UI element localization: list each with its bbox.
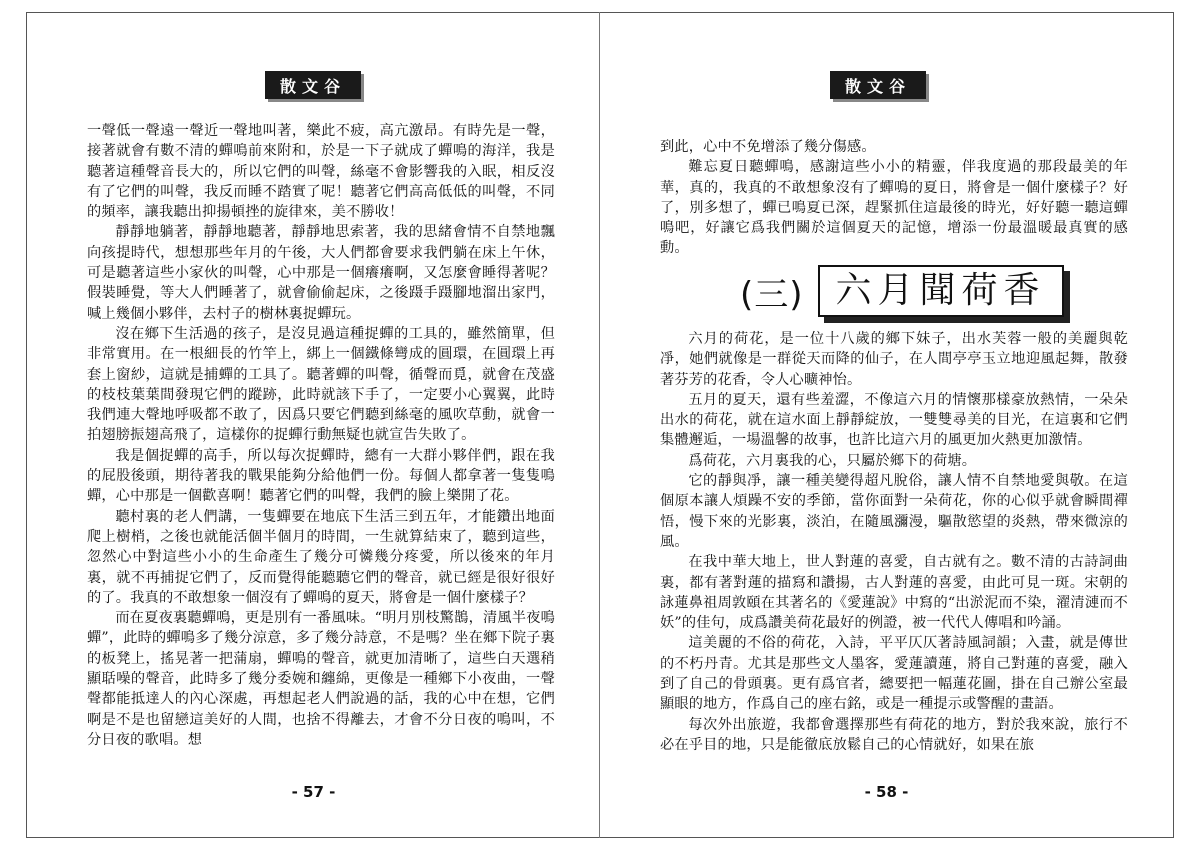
right-page-number: - 58 - <box>864 783 909 801</box>
paragraph: 它的靜與凈，讓一種美變得超凡脫俗，讓人情不自禁地愛與敬。在這個原本讓人煩躁不安的季節，當你面對一朵荷花，你的心似乎就會瞬間禪悟，慢下來的光影裏，淡泊，在隨風瀰漫，驅散慾望的炎熱，帶來微涼的風。 <box>660 473 1128 550</box>
paragraph: 每次外出旅遊，我都會選擇那些有荷花的地方，對於我來說，旅行不必在乎目的地，只是能徹底放鬆自己的心情就好，如果在旅 <box>660 716 1128 753</box>
paragraph: 靜靜地躺著，靜靜地聽著，靜靜地思索著，我的思緒會情不自禁地飄向孩提時代，想想那些年月的午後，大人們都會要求我們躺在床上午休，可是聽著這些小家伙的叫聲，心中那是一個癢癢啊，又怎麼會睡得著呢？假裝睡覺，等大人們睡著了，就會偷偷起床，之後蹑手蹑腳地溜出家門，喊上幾個小夥伴，去村子的樹林裏捉蟬玩。 <box>87 224 555 322</box>
paragraph: 聽村裏的老人們講，一隻蟬要在地底下生活三到五年，才能鑽出地面爬上樹梢，之後也就能活個半個月的時間，一生就算結束了，聽到這些，忽然心中對這些小小的生命產生了幾分可憐幾分疼愛，所以後來的年月裏，就不再捕捉它們了，反而覺得能聽聽它們的聲音，就已經是很好很好的了。我真的不敢想象一個沒有了蟬鳴的夏天，將會是一個什麼樣子？ <box>87 508 555 606</box>
chapter-heading <box>740 265 1064 317</box>
left-page <box>26 12 600 838</box>
paragraph: 我是個捉蟬的高手，所以每次捉蟬時，總有一大群小夥伴們，跟在我的屁股後頭，期待著我的戰果能夠分給他們一份。每個人都拿著一隻隻鳴蟬，心中那是一個歡喜啊！聽著它們的叫聲，我們的臉上樂開了花。 <box>87 447 555 505</box>
paragraph: 難忘夏日聽蟬鳴，感謝這些小小的精靈，伴我度過的那段最美的年華，真的，我真的不敢想象沒有了蟬鳴的夏日，將會是一個什麼樣子？好了，別多想了，蟬已鳴夏已深，趕緊抓住這最後的時光，好好聽一聽這蟬鳴吧，好讓它爲我們關於這個夏天的記憶，增添一份最溫暖最真實的感動。 <box>660 159 1128 257</box>
left-page-number: - 57 - <box>291 783 336 801</box>
paragraph: 在我中華大地上，世人對蓮的喜愛，自古就有之。數不清的古詩詞曲裏，都有著對蓮的描寫和讚揚，古人對蓮的喜愛，由此可見一斑。宋朝的詠蓮鼻祖周敦頤在其著名的《愛蓮說》中寫的“出淤泥而不染，濯清漣而不妖”的佳句，成爲讚美荷花最好的例證，被一代代人傳唱和吟誦。 <box>660 554 1128 632</box>
paragraph: 六月的荷花，是一位十八歲的鄉下妹子，出水芙蓉一般的美麗與乾凈，她們就像是一群從天而降的仙子，在人間亭亭玉立地迎風起舞，散發著芬芳的花香，令人心曠神怡。 <box>660 331 1128 388</box>
right-page-top-text <box>660 137 1128 259</box>
paragraph: 到此，心中不免增添了幾分傷感。 <box>660 139 876 155</box>
chapter-number: (三) <box>740 274 804 315</box>
right-page <box>600 12 1174 838</box>
paragraph: 一聲低一聲遠一聲近一聲地叫著，樂此不疲，高亢激昂。有時先是一聲，接著就會有數不清的蟬鳴前來附和，於是一下子就成了蟬鳴的海洋，我是聽著這種聲音長大的，所以它們的叫聲，絲毫不會影響我的入眠，相反沒有了它們的叫聲，我反而睡不踏實了呢！聽著它們高高低低的叫聲，不同的頻率，讓我聽出抑揚頓挫的旋律來，美不勝收！ <box>87 123 555 221</box>
paragraph: 爲荷花，六月裏我的心，只屬於鄉下的荷塘。 <box>688 452 977 469</box>
paragraph: 五月的夏天，還有些羞澀，不像這六月的情懷那樣豪放熱情，一朵朵出水的荷花，就在這水面上靜靜綻放，一雙雙尋美的目光，在這裏和它們集體邂逅，一場溫馨的故事，也許比這六月的風更加火熱更加激情。 <box>660 391 1128 449</box>
left-page-header: 散文谷 <box>265 71 361 99</box>
right-page-header: 散文谷 <box>830 71 926 99</box>
paragraph: 這美麗的不俗的荷花，入詩，平平仄仄著詩風詞韻；入畫，就是傳世的不朽丹青。尤其是那些文人墨客，愛蓮讀蓮，將自己對蓮的喜愛，融入到了自己的骨頭裏。更有爲官者，總要把一幅蓮花圖，掛在自己辦公室最顯眼的地方，作爲自己的座右銘，或是一種提示或警醒的畫語。 <box>660 635 1128 713</box>
left-page-text <box>87 121 555 750</box>
paragraph: 沒在鄉下生活過的孩子，是沒見過這種捉蟬的工具的，雖然簡單，但非常實用。在一根細長的竹竿上，綁上一個鐵條彎成的圓環，在圓環上再套上窗紗，這就是捕蟬的工具了。聽著蟬的叫聲，循聲而覓，就會在茂盛的枝枝葉葉間發現它們的蹤跡，此時就該下手了，一定要小心翼翼，此時我們連大聲地呼吸都不敢了，因爲只要它們聽到絲毫的風吹草動，就會一拍翅膀振翅高飛了，這樣你的捉蟬行動無疑也就宣告失敗了。 <box>87 325 555 444</box>
right-page-bottom-text <box>660 329 1128 755</box>
chapter-title: 六月聞荷香 <box>818 265 1064 317</box>
paragraph: 而在夏夜裏聽蟬鳴，更是別有一番風味。“明月別枝驚鵲，清風半夜鳴蟬”，此時的蟬鳴多了幾分涼意，多了幾分詩意，不是嗎？坐在鄉下院子裏的板凳上，搖晃著一把蒲扇，蟬鳴的聲音，就更加清晰了，這些白天選稍顯聒噪的聲音，此時多了幾分委婉和纏綿，更像是一種鄉下小夜曲，一聲聲都能抵達人的內心深處，再想起老人們說過的話，我的心中在想，它們啊是不是也留戀這美好的人間，也捨不得離去，才會不分日夜的鳴叫，不分日夜的歌唱。想 <box>87 610 555 748</box>
